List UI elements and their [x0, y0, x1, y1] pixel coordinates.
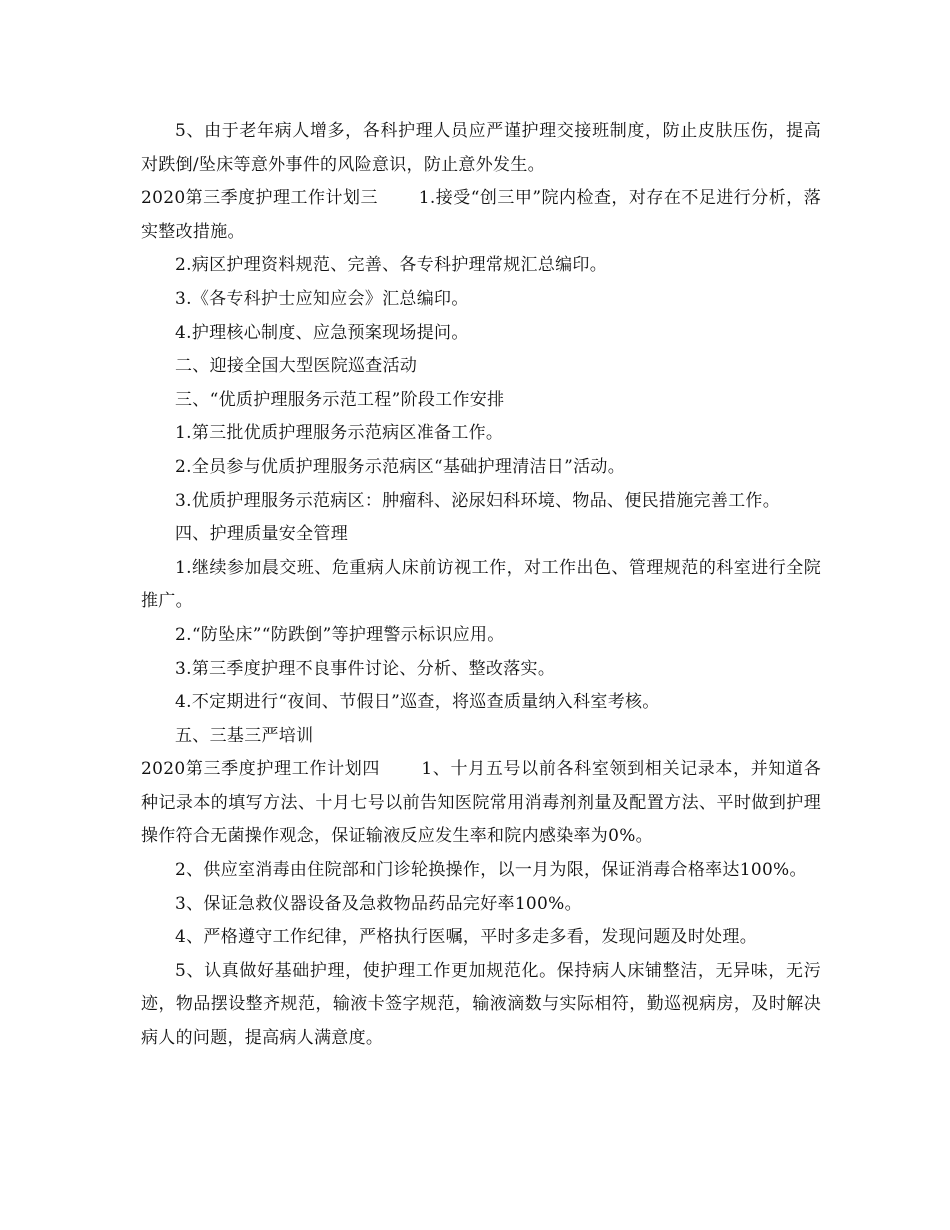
paragraph-10: 3.优质护理服务示范病区：肿瘤科、泌尿妇科环境、物品、便民措施完善工作。 — [175, 490, 781, 511]
paragraph-18: 2、供应室消毒由住院部和门诊轮换操作，以一月为限，保证消毒合格率达100%。 — [175, 860, 807, 881]
paragraph-5: 4.护理核心制度、应急预案现场提问。 — [175, 322, 469, 343]
paragraph-20: 4、严格遵守工作纪律，严格执行医嘱，平时多走多看，发现问题及时处理。 — [175, 927, 758, 948]
paragraph-4: 3.《各专科护士应知应会》汇总编印。 — [175, 288, 469, 309]
document-body — [141, 115, 821, 1056]
paragraph-1: 5、由于老年病人增多，各科护理人员应严谨护理交接班制度，防止皮肤压伤，提高对跌倒/坠床等意外事件的风险意识，防止意外发生。 — [141, 121, 821, 175]
section-heading-4: 四、护理质量安全管理 — [175, 524, 348, 545]
paragraph-19: 3、保证急救仪器设备及急救物品药品完好率100%。 — [175, 893, 582, 914]
paragraph-3: 2.病区护理资料规范、完善、各专科护理常规汇总编印。 — [175, 255, 608, 276]
section-heading-2: 二、迎接全国大型医院巡查活动 — [175, 356, 418, 377]
section-heading-5: 五、三基三严培训 — [175, 725, 314, 746]
paragraph-14: 3.第三季度护理不良事件讨论、分析、整改落实。 — [175, 658, 556, 679]
paragraph-17: 2020第三季度护理工作计划四 1、十月五号以前各科室领到相关记录本，并知道各种记录本的填写方法、十月七号以前告知医院常用消毒剂剂量及配置方法、平时做到护理操作符合无菌操作观念，保证输液反应发生率和院内感染率为0%。 — [141, 759, 822, 847]
paragraph-21: 5、认真做好基础护理，使护理工作更加规范化。保持病人床铺整洁，无异味，无污迹，物品摆设整齐规范，输液卡签字规范，输液滴数与实际相符，勤巡视病房，及时解决病人的问题，提高病人满意度。 — [141, 960, 821, 1049]
section-heading-3: 三、“优质护理服务示范工程”阶段工作安排 — [175, 389, 505, 410]
paragraph-2: 2020第三季度护理工作计划三 1.接受“创三甲”院内检查，对存在不足进行分析，落实整改措施。 — [141, 188, 821, 242]
paragraph-13: 2.“防坠床”“防跌倒”等护理警示标识应用。 — [175, 624, 505, 645]
paragraph-8: 1.第三批优质护理服务示范病区准备工作。 — [175, 423, 504, 444]
paragraph-12: 1.继续参加晨交班、危重病人床前访视工作，对工作出色、管理规范的科室进行全院推广。 — [141, 557, 821, 612]
paragraph-9: 2.全员参与优质护理服务示范病区“基础护理清洁日”活动。 — [175, 456, 626, 477]
paragraph-15: 4.不定期进行“夜间、节假日”巡查，将巡查质量纳入科室考核。 — [175, 692, 660, 713]
